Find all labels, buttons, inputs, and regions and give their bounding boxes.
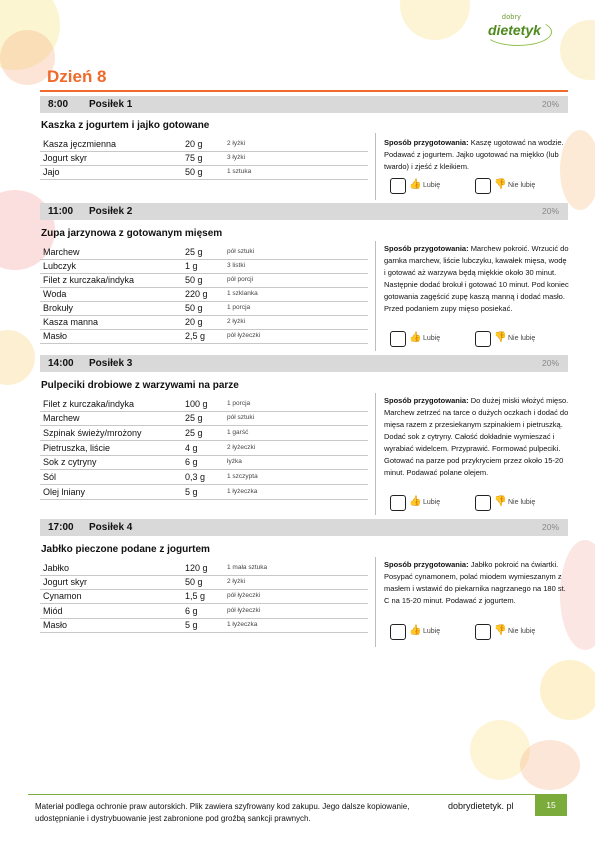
ingredient-qty: 120 g [185, 563, 208, 573]
logo-main-text: dietetyk [488, 22, 541, 38]
ingredient-qty: 220 g [185, 289, 208, 299]
ingredient-unit: pół sztuki [227, 414, 255, 421]
dish-title: Kaszka z jogurtem i jajko gotowane [41, 120, 210, 131]
ingredient-unit: 1 porcja [227, 304, 251, 311]
ingredient-qty: 4 g [185, 443, 198, 453]
ingredient-unit: 2 łyżki [227, 318, 246, 325]
meal-percent: 20% [541, 206, 559, 216]
ingredient-name: Filet z kurczaka/indyka [43, 275, 135, 285]
ingredient-unit: 2 łyżki [227, 578, 246, 585]
ingredient-row [40, 589, 368, 604]
footer-site-link[interactable]: dobrydietetyk. pl [448, 801, 514, 811]
ingredient-name: Cynamon [43, 591, 82, 601]
like-checkbox[interactable] [390, 624, 406, 640]
like-label: Lubię [423, 499, 441, 506]
ingredient-row [40, 561, 368, 576]
ingredient-row [40, 137, 368, 152]
ingredient-qty: 5 g [185, 620, 198, 630]
ingredient-name: Masło [43, 331, 68, 341]
meal-header [40, 203, 568, 220]
ingredient-row [40, 441, 368, 456]
dislike-label: Nie lubię [508, 628, 536, 635]
dish-title: Pulpeciki drobiowe z warzywami na parze [41, 380, 239, 391]
ingredient-name: Masło [43, 620, 68, 630]
ingredient-qty: 50 g [185, 275, 203, 285]
ingredient-row [40, 397, 368, 412]
ingredient-row [40, 575, 368, 590]
ingredient-unit: pół sztuki [227, 248, 255, 255]
ingredient-qty: 100 g [185, 399, 208, 409]
dish-title: Zupa jarzynowa z gotowanym mięsem [41, 228, 223, 239]
ingredient-row [40, 455, 368, 470]
preparation-body: Jabłko pokroić na ćwiartki. Posypać cynamonem, polać miodem wymieszanym z masłem i wstawić do piekarnika nagrzanego na 180 st. C na 15-20 minut. Podawać z jogurtem. [384, 560, 566, 605]
ingredient-qty: 20 g [185, 317, 203, 327]
preparation-body: Marchew pokroić. Wrzucić do garnka marchew, liście lubczyku, kawałek mięsa, wodę i gotować aż warzywa będą miękkie około 30 minut. Następnie dodać brokuł i gotować 10 minut. Pod koniec gotowania zagęścić zupę kaszą manną i dodać masło. Przed podaniem zupy mięso posiekać. [384, 244, 569, 313]
day-title-underline [40, 90, 568, 92]
meal-name: Posiłek 2 [89, 206, 133, 217]
dislike-label: Nie lubię [508, 182, 536, 189]
ingredient-unit: 3 łyżki [227, 154, 246, 161]
ingredient-qty: 50 g [185, 577, 203, 587]
thumb-down-icon: 👎 [494, 625, 507, 636]
dislike-checkbox[interactable] [475, 495, 491, 511]
preparation-text [384, 395, 570, 479]
ingredient-unit: 3 listki [227, 262, 246, 269]
ingredient-qty: 50 g [185, 303, 203, 313]
like-label: Lubię [423, 182, 441, 189]
meal-percent: 20% [541, 358, 559, 368]
ingredient-name: Marchew [43, 247, 80, 257]
day-title: Dzień 8 [47, 67, 107, 86]
ingredient-unit: 1 szklanka [227, 290, 258, 297]
like-checkbox[interactable] [390, 331, 406, 347]
ingredient-row [40, 273, 368, 288]
thumb-up-icon: 👍 [409, 496, 422, 507]
preparation-body: Do dużej miski włożyć mięso. Marchew zetrzeć na tarce o dużych oczkach i dodać do mięsa razem z przesiekanym szpinakiem i pietruszką. Dodać sok z cytryny. Całość dokładnie wymieszać i wyrabiać widelcem. Przyprawić. Formować pulpeciki. Gotować na parze pod przykryciem przez około 15-20 minut. Podawać polane olejem. [384, 396, 569, 477]
ingredient-unit: pół łyżeczki [227, 332, 261, 339]
fruit-decoration [520, 740, 580, 790]
like-label: Lubię [423, 335, 441, 342]
meal-time: 8:00 [48, 99, 69, 110]
preparation-label: Sposób przygotowania: [384, 560, 469, 569]
dislike-checkbox[interactable] [475, 331, 491, 347]
ingredient-qty: 25 g [185, 428, 203, 438]
column-divider [375, 557, 376, 647]
meal-name: Posiłek 4 [89, 522, 133, 533]
thumb-down-icon: 👎 [494, 496, 507, 507]
meal-name: Posiłek 3 [89, 358, 133, 369]
ingredient-unit: 1 mała sztuka [227, 564, 268, 571]
ingredient-unit: pół łyżeczki [227, 607, 261, 614]
meal-header [40, 519, 568, 536]
fruit-decoration [0, 330, 35, 385]
like-checkbox[interactable] [390, 178, 406, 194]
ingredient-row [40, 151, 368, 166]
ingredient-row [40, 245, 368, 260]
ingredient-unit: pół łyżeczki [227, 592, 261, 599]
ingredient-name: Jogurt skyr [43, 577, 88, 587]
preparation-body: Kaszę ugotować na wodzie. Podawać z jogurtem. Jajko ugotować na miękko (lub twardo) i zjeść z kleikiem. [384, 138, 564, 171]
meal-header [40, 96, 568, 113]
ingredient-row [40, 259, 368, 274]
ingredient-name: Woda [43, 289, 67, 299]
ingredient-name: Filet z kurczaka/indyka [43, 399, 135, 409]
ingredient-name: Brokuły [43, 303, 74, 313]
ingredient-qty: 6 g [185, 606, 198, 616]
preparation-label: Sposób przygotowania: [384, 396, 469, 405]
fruit-decoration [540, 660, 595, 720]
ingredient-row [40, 287, 368, 302]
ingredient-row [40, 485, 368, 500]
dislike-checkbox[interactable] [475, 178, 491, 194]
ingredient-row [40, 329, 368, 344]
dislike-checkbox[interactable] [475, 624, 491, 640]
column-divider [375, 241, 376, 351]
ingredient-qty: 6 g [185, 457, 198, 467]
thumb-up-icon: 👍 [409, 179, 422, 190]
ingredient-unit: pół porcji [227, 276, 254, 283]
thumb-down-icon: 👎 [494, 332, 507, 343]
thumb-up-icon: 👍 [409, 332, 422, 343]
ingredient-name: Jabłko [43, 563, 70, 573]
ingredient-unit: 1 porcja [227, 400, 251, 407]
ingredient-qty: 25 g [185, 247, 203, 257]
ingredient-name: Marchew [43, 413, 80, 423]
ingredient-unit: 1 łyżeczka [227, 621, 258, 628]
ingredient-unit: 2 łyżki [227, 140, 246, 147]
ingredient-name: Lubczyk [43, 261, 77, 271]
like-checkbox[interactable] [390, 495, 406, 511]
ingredient-name: Miód [43, 606, 63, 616]
meal-time: 11:00 [48, 206, 74, 217]
ingredient-name: Sól [43, 472, 57, 482]
ingredient-unit: 2 łyżeczki [227, 444, 256, 451]
ingredient-qty: 0,3 g [185, 472, 206, 482]
ingredient-name: Jogurt skyr [43, 153, 88, 163]
preparation-text [384, 559, 570, 607]
ingredient-row [40, 604, 368, 619]
preparation-label: Sposób przygotowania: [384, 244, 469, 253]
meal-header [40, 355, 568, 372]
ingredient-unit: 1 szczypta [227, 473, 258, 480]
ingredient-row [40, 618, 368, 633]
like-label: Lubię [423, 628, 441, 635]
meal-percent: 20% [541, 522, 559, 532]
ingredient-name: Jajo [43, 167, 60, 177]
ingredient-name: Pietruszka, liście [43, 443, 111, 453]
meal-percent: 20% [541, 99, 559, 109]
ingredient-name: Sok z cytryny [43, 457, 97, 467]
ingredient-qty: 1 g [185, 261, 198, 271]
dislike-label: Nie lubię [508, 335, 536, 342]
preparation-text [384, 137, 570, 173]
ingredient-qty: 25 g [185, 413, 203, 423]
fruit-decoration [560, 20, 595, 80]
ingredient-name: Kasza jęczmienna [43, 139, 117, 149]
ingredient-qty: 20 g [185, 139, 203, 149]
preparation-label: Sposób przygotowania: [384, 138, 469, 147]
ingredient-name: Szpinak świeży/mrożony [43, 428, 142, 438]
copyright-notice: Materiał podlega ochronie praw autorskich. Plik zawiera szyfrowany kod zakupu. Jego dalsze kopiowanie, udostępnianie i dystrybuowanie jest zabronione pod groźbą sankcji prawnych. [35, 802, 410, 823]
ingredient-unit: 1 garść [227, 429, 249, 436]
ingredient-unit: 1 łyżeczka [227, 488, 258, 495]
ingredient-qty: 50 g [185, 167, 203, 177]
ingredient-name: Olej lniany [43, 487, 86, 497]
fruit-decoration [400, 0, 470, 40]
page-number: 15 [535, 795, 567, 816]
logo-small-text: dobry [502, 14, 522, 21]
ingredient-unit: 1 sztuka [227, 168, 252, 175]
meal-name: Posiłek 1 [89, 99, 133, 110]
preparation-text [384, 243, 570, 315]
footer-divider [28, 794, 567, 795]
ingredient-row [40, 165, 368, 180]
ingredient-qty: 5 g [185, 487, 198, 497]
ingredient-row [40, 426, 368, 441]
dish-title: Jabłko pieczone podane z jogurtem [41, 544, 210, 555]
thumb-down-icon: 👎 [494, 179, 507, 190]
ingredient-name: Kasza manna [43, 317, 99, 327]
ingredient-unit: łyżka [227, 458, 242, 465]
ingredient-row [40, 411, 368, 426]
ingredient-qty: 2,5 g [185, 331, 206, 341]
ingredient-row [40, 470, 368, 485]
brand-logo [488, 14, 552, 48]
column-divider [375, 133, 376, 200]
meal-time: 17:00 [48, 522, 74, 533]
column-divider [375, 393, 376, 515]
ingredient-row [40, 301, 368, 316]
meal-time: 14:00 [48, 358, 74, 369]
ingredient-row [40, 315, 368, 330]
ingredient-qty: 1,5 g [185, 591, 206, 601]
ingredient-qty: 75 g [185, 153, 203, 163]
dislike-label: Nie lubię [508, 499, 536, 506]
thumb-up-icon: 👍 [409, 625, 422, 636]
